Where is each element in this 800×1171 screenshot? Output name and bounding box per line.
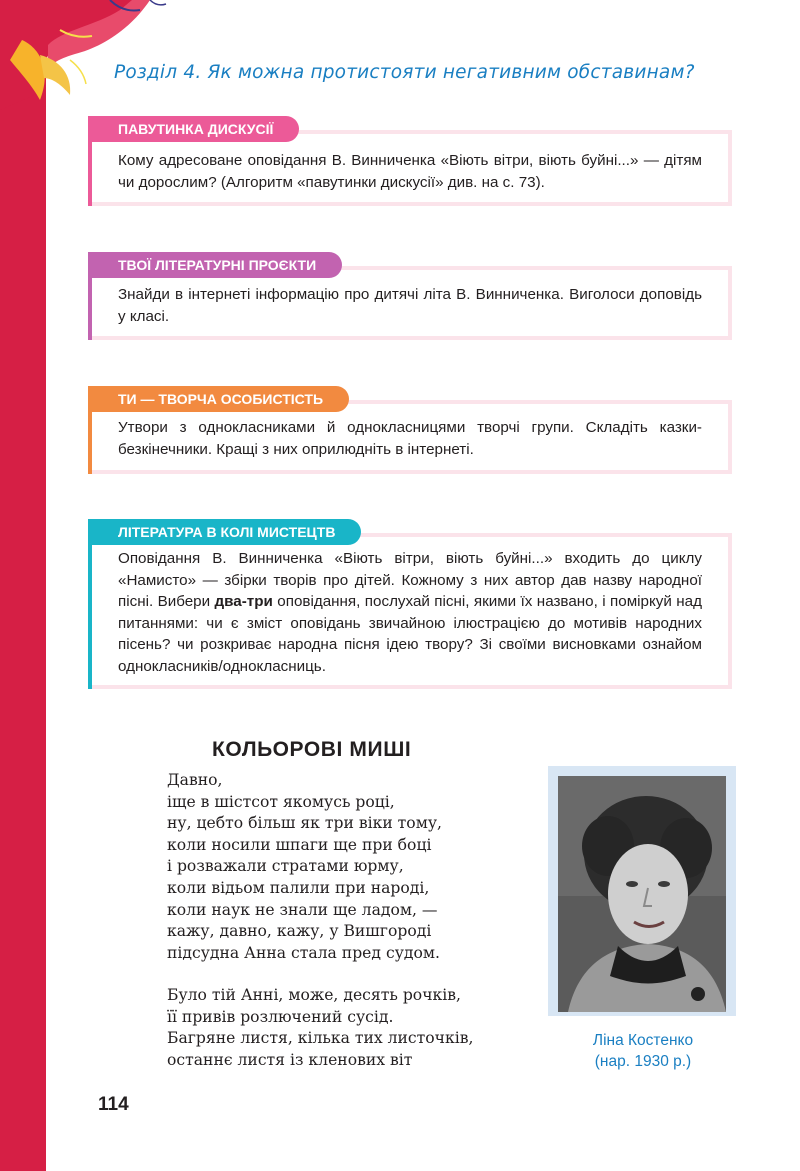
discussion-web-box xyxy=(88,121,732,206)
page-number: 114 xyxy=(98,1094,129,1115)
box-tab-label: ТИ — ТВОРЧА ОСОБИСТІСТЬ xyxy=(88,386,349,412)
left-color-band xyxy=(0,0,46,1171)
box-text-bold: два-три xyxy=(214,593,273,610)
photo-caption xyxy=(560,1030,726,1072)
section-title: Розділ 4. Як можна протистояти негативним обставинам? xyxy=(114,62,695,83)
decorative-illustration xyxy=(0,0,200,110)
art-circle-box xyxy=(88,524,732,689)
author-portrait xyxy=(558,776,726,1012)
box-text-part: Оповідання В. Винниченка «Віють вітри, віють буйні...» входить до циклу «Намисто» — збірки творів про дітей. Кожному з них автор дав назву народної пісні. Вибери xyxy=(118,550,702,610)
poem-stanza-2: Було тій Анні, може, десять рочків, її привів розлючений сусід. Багряне листя, кілька тих листочків, останнє листя із кленових віт xyxy=(167,986,474,1069)
poem-stanza-1: Давно, іще в шістсот якомусь році, ну, цебто більш як три віки тому, коли носили шпаги ще при боці і розважали стратами юрму, коли відьом палили при народі, коли наук не знали ще ладом, — кажу, давно, кажу, у Вишгороді підсудна Анна стала пред судом. xyxy=(167,771,442,962)
photo-caption-name: Ліна Костенко xyxy=(592,1032,694,1049)
box-text: Знайди в інтернеті інформацію про дитячі літа В. Винниченка. Виголоси доповідь у класі. xyxy=(118,286,702,325)
box-text: Утвори з однокласниками й однокласницями творчі групи. Складіть казки-безкінечники. Кращі з них оприлюдніть в інтернеті. xyxy=(118,419,702,458)
literary-projects-box xyxy=(88,257,732,340)
box-tab-label: ПАВУТИНКА ДИСКУСІЇ xyxy=(88,116,299,142)
poem-title: КОЛЬОРОВІ МИШІ xyxy=(212,738,412,761)
creative-personality-box xyxy=(88,391,732,474)
box-tab-label: ЛІТЕРАТУРА В КОЛІ МИСТЕЦТВ xyxy=(88,519,361,545)
box-text-part: оповідання, послухай пісні, якими їх названо, і поміркуй над питаннями: чи є зміст оповідань звичайною ілюстрацією до мотивів народних пісень? чи розкриває народна пісня ідею твору? Зі своїми висновками ознайом однокласників/однокласниць. xyxy=(118,593,702,675)
box-accent-bar xyxy=(88,533,92,689)
box-text: Кому адресоване оповідання В. Винниченка «Віють вітри, віють буйні...» — дітям чи дорослим? (Алгоритм «павутинки дискусії» див. на с. 73). xyxy=(118,152,702,191)
box-tab-label: ТВОЇ ЛІТЕРАТУРНІ ПРОЄКТИ xyxy=(88,252,342,278)
box-text xyxy=(118,548,702,677)
photo-caption-years: (нар. 1930 р.) xyxy=(594,1053,692,1070)
